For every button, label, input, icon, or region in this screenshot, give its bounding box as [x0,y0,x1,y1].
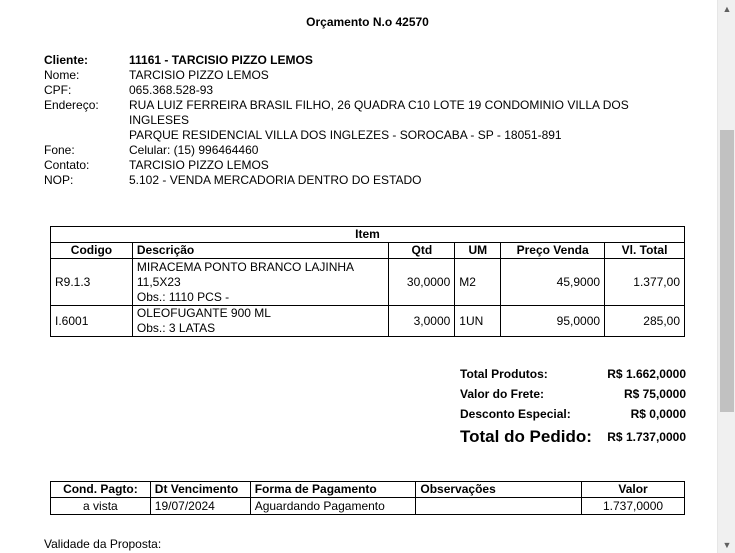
total-produtos-label: Total Produtos: [460,367,548,381]
frete-row [460,387,686,407]
item-preco: 95,0000 [501,306,605,337]
item-total: 1.377,00 [605,259,685,306]
desconto-row [460,407,686,427]
item-um: 1UN [455,306,501,337]
name-value: TARCISIO PIZZO LEMOS [129,68,269,82]
header-forma: Forma de Pagamento [250,482,416,498]
total-produtos-value: R$ 1.662,0000 [607,367,686,381]
header-descricao: Descrição [132,243,388,259]
pay-valor: 1.737,0000 [582,498,685,515]
name-label: Nome: [44,68,80,82]
pay-cond: a vista [51,498,151,515]
header-codigo: Codigo [51,243,133,259]
client-label: Cliente: [44,53,89,67]
item-descricao [132,259,388,306]
header-valor: Valor [582,482,685,498]
pay-obs [416,498,582,515]
item-desc-line2: 11,5X23 [136,274,181,289]
document-title: Orçamento N.o 42570 [306,15,429,29]
pay-vencimento: 19/07/2024 [150,498,250,515]
scroll-down-arrow-icon[interactable]: ▼ [722,539,732,550]
address-label: Endereço: [44,98,99,112]
item-qtd: 30,0000 [389,259,455,306]
totals-block [460,367,686,449]
header-preco: Preço Venda [501,243,605,259]
item-codigo: R9.1.3 [51,259,133,306]
items-caption: Item [51,227,685,243]
header-total: Vl. Total [605,243,685,259]
item-obs: Obs.: 3 LATAS [136,321,216,335]
client-value: 11161 - TARCISIO PIZZO LEMOS [129,53,313,67]
item-um: M2 [455,259,501,306]
frete-label: Valor do Frete: [460,387,545,401]
item-total: 285,00 [605,306,685,337]
total-pedido-value: R$ 1.737,0000 [607,430,686,444]
contact-value: TARCISIO PIZZO LEMOS [129,158,269,172]
header-cond-pagto: Cond. Pagto: [51,482,151,498]
table-row [51,259,685,306]
validade-label: Validade da Proposta: [44,537,162,551]
vertical-scrollbar[interactable] [717,0,735,553]
header-qtd: Qtd [389,243,455,259]
phone-value: Celular: (15) 996464460 [129,143,259,157]
desconto-label: Desconto Especial: [460,407,571,421]
total-produtos-row [460,367,686,387]
item-codigo: I.6001 [51,306,133,337]
phone-label: Fone: [44,143,75,157]
item-qtd: 3,0000 [389,306,455,337]
frete-value: R$ 75,0000 [623,387,686,401]
table-row [51,306,685,337]
header-observacoes: Observações [416,482,582,498]
total-pedido-label: Total do Pedido: [460,427,592,446]
address-line3: PARQUE RESIDENCIAL VILLA DOS INGLEZES - SOROCABA - SP - 18051-891 [129,128,562,142]
item-descricao [132,306,388,337]
item-desc-line1: OLEOFUGANTE 900 ML [136,306,271,320]
contact-label: Contato: [44,158,90,172]
items-table [50,226,685,337]
nop-label: NOP: [44,173,74,187]
pay-forma: Aguardando Pagamento [250,498,416,515]
address-line1: RUA LUIZ FERREIRA BRASIL FILHO, 26 QUADRA C10 LOTE 19 CONDOMINIO VILLA DOS [129,98,629,112]
item-preco: 45,9000 [501,259,605,306]
cpf-value: 065.368.528-93 [129,83,214,97]
item-desc-line1: MIRACEMA PONTO BRANCO LAJINHA [136,259,355,274]
table-row [51,498,685,515]
nop-value: 5.102 - VENDA MERCADORIA DENTRO DO ESTADO [129,173,422,187]
header-vencimento: Dt Vencimento [150,482,250,498]
item-obs: Obs.: 1110 PCS - [136,289,230,304]
header-um: UM [455,243,501,259]
address-line2: INGLESES [129,113,190,127]
total-pedido-row [460,427,686,449]
desconto-value: R$ 0,0000 [630,407,686,421]
cpf-label: CPF: [44,83,72,97]
scroll-up-arrow-icon[interactable]: ▲ [722,3,732,14]
scrollbar-thumb[interactable] [720,130,734,412]
payment-table [50,481,685,515]
